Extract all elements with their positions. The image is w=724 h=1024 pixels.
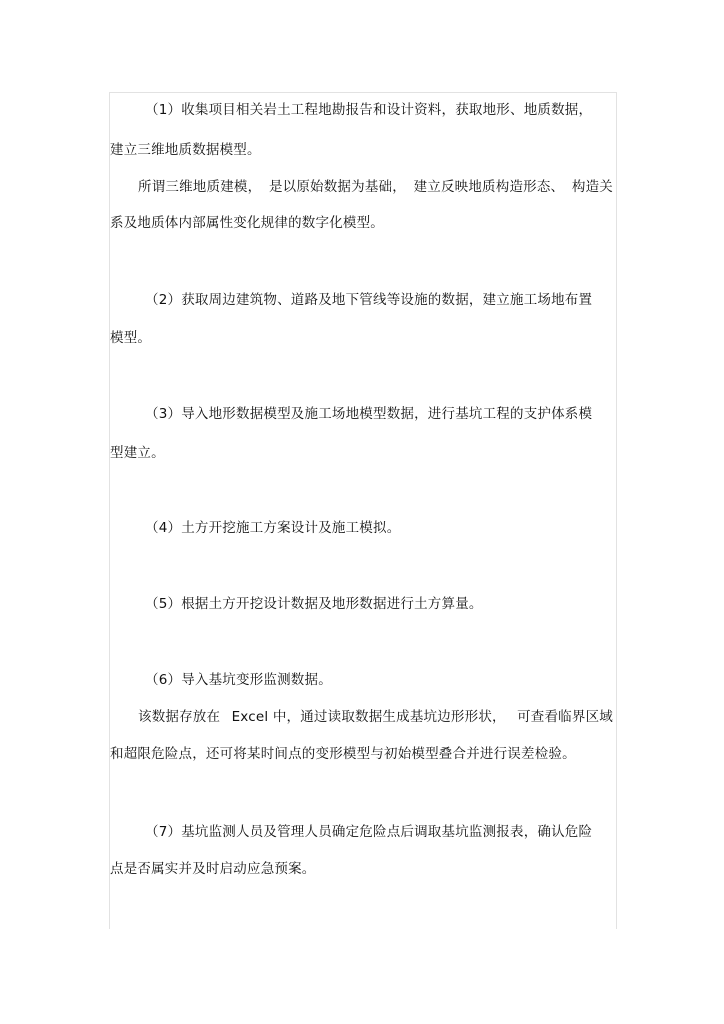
para-1b-seg-4: 构造关 <box>571 179 613 195</box>
para-2-line-2: 模型。 <box>110 330 152 346</box>
para-2-line-1: （2）获取周边建筑物、道路及地下管线等设施的数据，建立施工场地布置 <box>145 292 593 308</box>
para-1b-seg-2: 是以原始数据为基础， <box>268 179 406 195</box>
para-1b-seg-3: 建立反映地质构造形态、 <box>413 179 565 195</box>
para-3-line-1: （3）导入地形数据模型及施工场地模型数据，进行基坑工程的支护体系模 <box>145 406 593 422</box>
para-1b-line-1 <box>110 178 613 196</box>
para-6b-seg-3: 可查看临界区域 <box>517 709 613 725</box>
para-6b-line-1 <box>110 708 613 726</box>
para-6b-seg-1: 该数据存放在 <box>138 709 221 725</box>
para-1-line-1: （1）收集项目相关岩土工程地勘报告和设计资料，获取地形、地质数据， <box>145 102 593 118</box>
para-6b-seg-2: Excel 中，通过读取数据生成基坑边形形状， <box>231 709 506 725</box>
para-4: （4）土方开挖施工方案设计及施工模拟。 <box>145 520 401 536</box>
para-1b-line-2: 系及地质体内部属性变化规律的数字化模型。 <box>110 215 384 231</box>
para-6b-line-2: 和超限危险点，还可将某时间点的变形模型与初始模型叠合并进行误差检验。 <box>110 746 576 762</box>
para-7-line-1: （7）基坑监测人员及管理人员确定危险点后调取基坑监测报表，确认危险 <box>145 824 593 840</box>
para-1b-seg-1: 所谓三维地质建模， <box>138 179 262 195</box>
para-7-line-2: 点是否属实并及时启动应急预案。 <box>110 861 316 877</box>
para-3-line-2: 型建立。 <box>110 445 165 461</box>
para-6: （6）导入基坑变形监测数据。 <box>145 672 332 688</box>
para-1-line-2: 建立三维地质数据模型。 <box>110 142 261 158</box>
para-5: （5）根据土方开挖设计数据及地形数据进行土方算量。 <box>145 596 483 612</box>
